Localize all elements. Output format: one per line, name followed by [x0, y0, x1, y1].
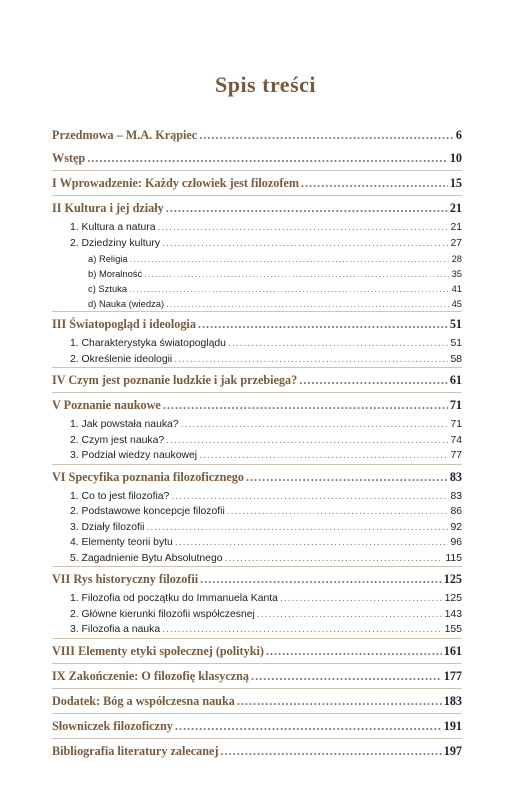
dot-leader [301, 172, 448, 195]
dot-leader [227, 504, 449, 520]
toc-entry-page: 10 [449, 151, 462, 165]
toc-entry-title: b) Moralność [88, 268, 143, 279]
toc-entry[interactable] [52, 251, 462, 266]
toc-entry[interactable] [52, 448, 462, 464]
toc-entry-page: 155 [444, 624, 462, 635]
toc-entry[interactable] [52, 622, 462, 638]
toc-entry[interactable] [52, 266, 462, 281]
toc-entry-title: VI Specyfika poznania filozoficznego [52, 469, 244, 484]
section-divider [52, 195, 462, 196]
toc-entry-title: 2. Główne kierunki filozofii współczesnej [70, 608, 255, 620]
section-divider [52, 367, 462, 368]
dot-leader [147, 520, 449, 536]
section-divider [52, 638, 462, 639]
toc-entry-title: 1. Filozofia od początku do Immanuela Kanta [70, 593, 278, 604]
toc-entry-title: I Wprowadzenie: Każdy człowiek jest filozofem [52, 176, 299, 190]
toc-entry[interactable] [52, 296, 462, 311]
toc-entry[interactable] [52, 466, 462, 489]
toc-entry-title: VIII Elementy etyki społecznej (polityki) [52, 643, 264, 658]
toc-entry-title: 3. Filozofia a nauka [70, 624, 161, 635]
dot-leader [87, 147, 448, 170]
toc-entry-title: 1. Co to jest filozofia? [70, 490, 170, 502]
toc-entry[interactable] [52, 369, 462, 392]
toc-entry-title: 1. Jak powstała nauka? [70, 419, 179, 430]
toc-entry[interactable] [52, 172, 462, 195]
dot-leader [280, 591, 443, 607]
toc-entry-page: 125 [443, 572, 462, 586]
section-divider [52, 738, 462, 739]
dot-leader [237, 690, 442, 713]
toc-entry[interactable] [52, 352, 462, 368]
toc-entry[interactable] [52, 417, 462, 433]
toc-entry-title: 1. Charakterystyka światopoglądu [70, 338, 226, 349]
toc-entry-title: 1. Kultura a natura [70, 222, 156, 233]
toc-entry-page: 21 [449, 201, 462, 215]
dot-leader [199, 448, 448, 464]
toc-entry-page: 58 [450, 353, 462, 365]
toc-entry-title: d) Nauka (wiedza) [88, 298, 165, 309]
toc-entry-title: Przedmowa – M.A. Krąpiec [52, 128, 198, 142]
toc-entry-page: 21 [450, 222, 462, 233]
toc-entry[interactable] [52, 665, 462, 688]
toc-entry-title: IX Zakończenie: O filozofię klasyczną [52, 668, 250, 683]
section-divider [52, 392, 462, 393]
toc-entry-page: 86 [450, 506, 462, 517]
toc-entry[interactable] [52, 433, 462, 449]
dot-leader [162, 622, 443, 638]
toc-entry-page: 125 [444, 593, 462, 604]
dot-leader [299, 369, 448, 392]
dot-leader [166, 197, 448, 220]
toc-entry[interactable] [52, 336, 462, 352]
toc-entry[interactable] [52, 197, 462, 220]
dot-leader [166, 433, 448, 449]
section-divider [52, 663, 462, 664]
toc-entry-page: 83 [449, 469, 462, 484]
section-divider [52, 170, 462, 171]
toc-entry-title: Słowniczek filozoficzny [52, 718, 173, 733]
toc-entry-title: 2. Czym jest nauka? [70, 434, 165, 446]
toc-entry-page: 51 [449, 317, 462, 331]
toc-entry-page: 6 [455, 128, 462, 142]
section-divider [52, 713, 462, 714]
toc-entry-title: V Poznanie naukowe [52, 398, 161, 412]
toc-entry-title: II Kultura i jej działy [52, 201, 164, 215]
toc-entry-page: 28 [451, 253, 462, 264]
toc-entry[interactable] [52, 489, 462, 505]
dot-leader [266, 640, 442, 663]
toc-entry-title: 3. Podział wiedzy naukowej [70, 450, 198, 461]
toc-entry-page: 15 [449, 176, 462, 190]
toc-entry-title: Dodatek: Bóg a współczesna nauka [52, 693, 235, 708]
dot-leader [162, 236, 448, 252]
dot-leader [129, 281, 449, 296]
toc-entry-title: Bibliografia literatury zalecanej [52, 743, 219, 758]
dot-leader [166, 296, 449, 311]
toc-entry-title: 3. Działy filozofii [70, 521, 145, 533]
toc-entry[interactable] [52, 640, 462, 663]
toc-entry-page: 71 [450, 419, 462, 430]
toc-entry[interactable] [52, 740, 462, 763]
toc-entry-page: 143 [444, 608, 462, 620]
toc-entry-title: 2. Określenie ideologii [70, 353, 173, 365]
toc-entry-title: III Światopogląd i ideologia [52, 317, 196, 331]
toc-entry[interactable] [52, 715, 462, 738]
dot-leader [199, 124, 454, 147]
dot-leader [144, 266, 449, 281]
toc-entry-page: 96 [450, 537, 462, 548]
dot-leader [181, 417, 449, 433]
toc-entry-title: 2. Dziedziny kultury [70, 237, 161, 249]
toc-entry-page: 77 [450, 450, 462, 461]
toc-entry-page: 191 [443, 718, 462, 733]
dot-leader [130, 251, 450, 266]
toc-entry-page: 183 [443, 693, 462, 708]
toc-entry-page: 115 [445, 552, 462, 564]
toc-entry-page: 197 [443, 743, 462, 758]
toc-entry-title: 4. Elementy teorii bytu [70, 537, 173, 548]
toc-entry[interactable] [52, 591, 462, 607]
dot-leader [221, 740, 442, 763]
toc-entry-title: 2. Podstawowe koncepcje filozofii [70, 506, 225, 517]
toc-entry[interactable] [52, 394, 462, 417]
section-divider [52, 688, 462, 689]
dot-leader [225, 551, 444, 567]
dot-leader [246, 466, 448, 489]
toc-entry-page: 35 [451, 268, 462, 279]
toc-entry-page: 45 [451, 298, 462, 309]
toc-entry-title: IV Czym jest poznanie ludzkie i jak przebiega? [52, 373, 298, 387]
toc-entry[interactable] [52, 535, 462, 551]
section-divider [52, 566, 462, 567]
table-of-contents [52, 124, 462, 763]
toc-entry-page: 177 [443, 668, 462, 683]
toc-entry[interactable] [52, 690, 462, 713]
toc-entry-page: 83 [450, 490, 462, 502]
toc-entry[interactable] [52, 607, 462, 623]
dot-leader [163, 394, 448, 417]
toc-entry[interactable] [52, 124, 462, 147]
toc-entry-page: 74 [450, 434, 462, 446]
toc-entry-title: c) Sztuka [88, 283, 128, 294]
dot-leader [228, 336, 448, 352]
section-divider [52, 464, 462, 465]
toc-entry-title: Wstęp [52, 151, 86, 165]
toc-entry[interactable] [52, 551, 462, 567]
toc-entry[interactable] [52, 504, 462, 520]
dot-leader [171, 489, 448, 505]
toc-entry[interactable] [52, 313, 462, 336]
toc-entry-title: a) Religia [88, 253, 128, 264]
toc-entry-page: 27 [450, 237, 462, 249]
dot-leader [158, 220, 449, 236]
toc-entry[interactable] [52, 147, 462, 170]
toc-entry-title: VII Rys historyczny filozofii [52, 572, 199, 586]
dot-leader [175, 535, 449, 551]
dot-leader [251, 665, 442, 688]
dot-leader [174, 352, 448, 368]
toc-entry[interactable] [52, 281, 462, 296]
dot-leader [257, 607, 443, 623]
dot-leader [198, 313, 448, 336]
toc-entry-page: 41 [451, 283, 462, 294]
dot-leader [200, 568, 442, 591]
toc-entry-page: 71 [449, 398, 462, 412]
section-divider [52, 311, 462, 312]
toc-entry[interactable] [52, 568, 462, 591]
toc-entry-title: 5. Zagadnienie Bytu Absolutnego [70, 552, 223, 564]
toc-entry-page: 51 [450, 338, 462, 349]
page-title: Spis treści [214, 72, 317, 97]
toc-entry[interactable] [52, 220, 462, 236]
toc-entry[interactable] [52, 520, 462, 536]
toc-entry-page: 92 [450, 521, 462, 533]
toc-entry-page: 61 [449, 373, 462, 387]
toc-entry-page: 161 [443, 643, 462, 658]
dot-leader [175, 715, 442, 738]
toc-entry[interactable] [52, 236, 462, 252]
